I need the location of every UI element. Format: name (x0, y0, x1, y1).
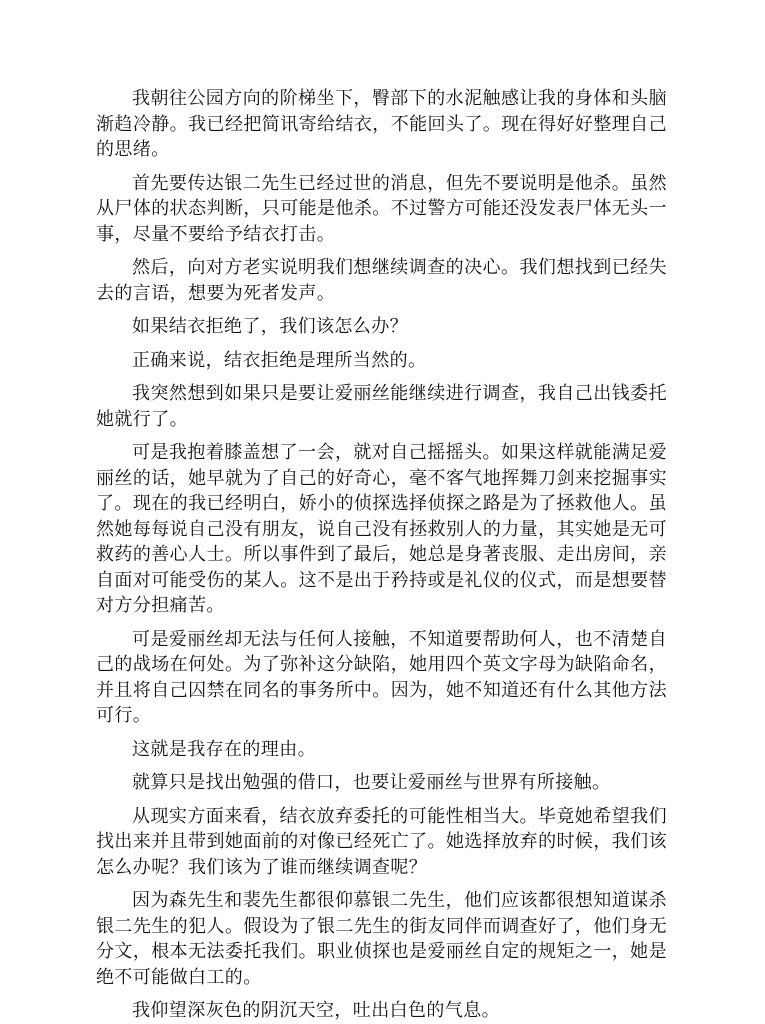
paragraph: 因为森先生和裴先生都很仰慕银二先生，他们应该都很想知道谋杀银二先生的犯人。假设为了银二先生的街友同伴而调查好了，他们身无分文，根本无法委托我们。职业侦探也是爱丽丝自定的规矩之一，她是绝不可能做白工的。 (96, 890, 667, 988)
paragraph: 首先要传达银二先生已经过世的消息，但先不要说明是他杀。虽然从尸体的状态判断，只可能是他杀。不过警方可能还没发表尸体无头一事，尽量不要给予结衣打击。 (96, 172, 667, 245)
paragraph: 我仰望深灰色的阴沉天空，吐出白色的气息。 (132, 1000, 500, 1021)
paragraph: 就算只是找出勉强的借口，也要让爱丽丝与世界有所接触。 (132, 772, 611, 793)
paragraph: 从现实方面来看，结衣放弃委托的可能性相当大。毕竟她希望我们找出来并且带到她面前的对像已经死亡了。她选择放弃的时候，我们该怎么办呢？我们该为了谁而继续调查呢？ (96, 805, 667, 878)
paragraph: 我突然想到如果只是要让爱丽丝能继续进行调查，我自己出钱委托她就行了。 (96, 383, 667, 430)
paragraph: 如果结衣拒绝了，我们该怎么办？ (132, 316, 408, 337)
paragraph: 我朝往公园方向的阶梯坐下，臀部下的水泥触感让我的身体和头脑渐趋冷静。我已经把简讯寄给结衣，不能回头了。现在得好好整理自己的思绪。 (96, 88, 667, 160)
paragraph: 然后，向对方老实说明我们想继续调查的决心。我们想找到已经失去的言语，想要为死者发声。 (96, 257, 667, 304)
paragraph: 可是爱丽丝却无法与任何人接触，不知道要帮助何人，也不清楚自己的战场在何处。为了弥补这分缺陷，她用四个英文字母为缺陷命名，并且将自己囚禁在同名的事务所中。因为，她不知道还有什么其他方法可行。 (96, 628, 667, 726)
paragraph: 可是我抱着膝盖想了一会，就对自己摇摇头。如果这样就能满足爱丽丝的话，她早就为了自己的好奇心，毫不客气地挥舞刀剑来挖掘事实了。现在的我已经明白，娇小的侦探选择侦探之路是为了拯救他人。虽然她每每说自己没有朋友，说自己没有拯救别人的力量，其实她是无可救药的善心人士。所以事件到了最后，她总是身著丧服、走出房间，亲自面对可能受伤的某人。这不是出于矜持或是礼仪的仪式，而是想要替对方分担痛苦。 (96, 442, 667, 616)
paragraph: 正确来说，结衣拒绝是理所当然的。 (132, 349, 427, 371)
paragraph: 这就是我存在的理由。 (132, 738, 316, 760)
